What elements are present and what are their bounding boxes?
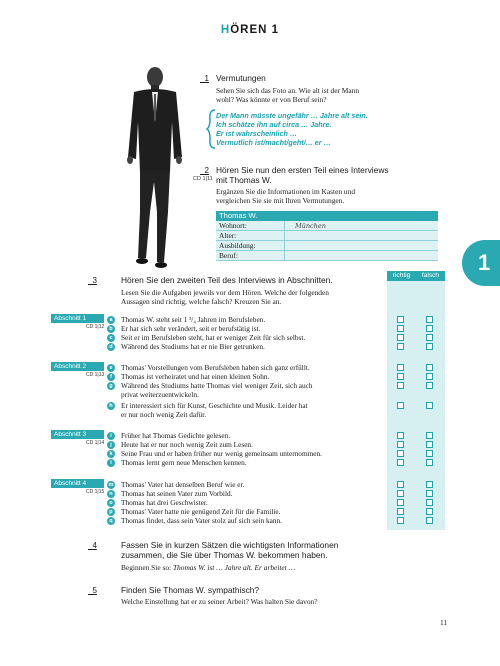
statement-text: Heute hat er nur noch wenig Zeit zum Lesen. <box>121 440 253 449</box>
statement-text: Thomas W. steht seit 1 ³/₄ Jahren im Berufsleben. <box>121 315 266 324</box>
handwritten-entry: München <box>295 222 326 230</box>
statement-letter: a <box>107 316 115 324</box>
task-3-number: 3 <box>92 276 97 285</box>
section-label: Abschnitt 1 <box>51 314 104 323</box>
phrase-2: Ich schätze ihn auf circa … Jahre. <box>216 120 332 129</box>
checkbox-falsch[interactable] <box>426 373 433 380</box>
checkbox-falsch[interactable] <box>426 364 433 371</box>
checkbox-falsch[interactable] <box>426 481 433 488</box>
checkbox-richtig[interactable] <box>397 450 404 457</box>
statement-letter: d <box>107 343 115 351</box>
checkbox-falsch[interactable] <box>426 325 433 332</box>
task-2-text-1: Ergänzen Sie die Informationen im Kasten und <box>216 187 356 196</box>
checkbox-richtig[interactable] <box>397 325 404 332</box>
chapter-tab: 1 <box>462 240 500 286</box>
checkbox-falsch[interactable] <box>426 490 433 497</box>
statement-letter: n <box>107 490 115 498</box>
section-label: Abschnitt 2 <box>51 362 104 371</box>
checkbox-falsch[interactable] <box>426 343 433 350</box>
statement-text: Während des Studiums hatte Thomas viel weniger Zeit, sich auch <box>121 381 313 390</box>
checkbox-falsch[interactable] <box>426 316 433 323</box>
task-3-text-2: Aussagen sind richtig, welche falsch? Kreuzen Sie an. <box>121 297 282 306</box>
checkbox-richtig[interactable] <box>397 508 404 515</box>
statement-text: Thomas' Vater hat denselben Beruf wie er. <box>121 480 245 489</box>
info-row[interactable]: Wohnort: München <box>216 221 438 231</box>
statement-letter: f <box>107 373 115 381</box>
statement-letter: g <box>107 382 115 390</box>
checkbox-richtig[interactable] <box>397 517 404 524</box>
statement-text: Während des Studiums hat er nie Bier getrunken. <box>121 342 265 351</box>
section-cd: CD 1|13 <box>86 372 105 378</box>
statement-text: Er hat sich sehr verändert, seit er berufstätig ist. <box>121 324 261 333</box>
task-2-title-2: mit Thomas W. <box>216 175 272 185</box>
statement-text: privat weiterzuentwickeln. <box>121 390 199 399</box>
brace-icon <box>206 109 216 149</box>
phrase-3: Er ist wahrscheinlich … <box>216 129 298 138</box>
checkbox-falsch[interactable] <box>426 382 433 389</box>
task-2-title-1: Hören Sie nun den ersten Teil eines Interviews <box>216 165 389 175</box>
section-cd: CD 1|12 <box>86 324 105 330</box>
task-5-title: Finden Sie Thomas W. sympathisch? <box>121 585 260 595</box>
checkbox-falsch[interactable] <box>426 517 433 524</box>
checkbox-richtig[interactable] <box>397 481 404 488</box>
checkbox-richtig[interactable] <box>397 441 404 448</box>
statement-letter: c <box>107 334 115 342</box>
info-row[interactable]: Alter: <box>216 231 438 241</box>
task-4-title-2: zusammen, die Sie über Thomas W. bekommen haben. <box>121 550 328 560</box>
task-1-title: Vermutungen <box>216 73 266 83</box>
statement-letter: o <box>107 499 115 507</box>
statement-letter: b <box>107 325 115 333</box>
page-number: 11 <box>440 618 448 627</box>
page-title: HÖREN 1 <box>220 24 280 36</box>
checkbox-richtig[interactable] <box>397 316 404 323</box>
checkbox-richtig[interactable] <box>397 402 404 409</box>
statement-text: Er interessiert sich für Kunst, Geschichte und Musik. Leider hat <box>121 401 308 410</box>
statement-text: Thomas' Vorstellungen vom Berufsleben haben sich ganz erfüllt. <box>121 363 310 372</box>
checkbox-falsch[interactable] <box>426 334 433 341</box>
statement-letter: q <box>107 517 115 525</box>
statement-letter: m <box>108 481 114 488</box>
task-2-number: 2 <box>204 166 209 175</box>
photo-man-in-suit <box>112 62 198 272</box>
task-4-title-1: Fassen Sie in kurzen Sätzen die wichtigsten Informationen <box>121 540 339 550</box>
checkbox-richtig[interactable] <box>397 364 404 371</box>
info-table-header: Thomas W. <box>216 211 438 221</box>
checkbox-falsch[interactable] <box>426 499 433 506</box>
statement-text: Thomas findet, dass sein Vater stolz auf sich sein kann. <box>121 516 282 525</box>
checkbox-falsch[interactable] <box>426 432 433 439</box>
checkbox-falsch[interactable] <box>426 450 433 457</box>
phrase-4: Vermutlich ist/macht/geht/… er … <box>216 138 331 147</box>
checkbox-richtig[interactable] <box>397 343 404 350</box>
statement-text: Thomas hat drei Geschwister. <box>121 498 208 507</box>
checkbox-falsch[interactable] <box>426 402 433 409</box>
section-cd: CD 1|15 <box>86 489 105 495</box>
checkbox-richtig[interactable] <box>397 490 404 497</box>
task-5-number: 5 <box>92 586 97 595</box>
task-1-text-1: Sehen Sie sich das Foto an. Wie alt ist der Mann <box>216 86 360 95</box>
checkbox-falsch[interactable] <box>426 459 433 466</box>
phrase-1: Der Mann müsste ungefähr … Jahre alt sein. <box>216 111 368 120</box>
checkbox-richtig[interactable] <box>397 499 404 506</box>
info-row[interactable]: Beruf: <box>216 251 438 261</box>
task-2-cd: CD 1|11 <box>193 176 213 182</box>
statement-letter: p <box>107 508 115 516</box>
task-4-number: 4 <box>92 541 97 550</box>
checkbox-richtig[interactable] <box>397 382 404 389</box>
section-label: Abschnitt 3 <box>51 430 104 439</box>
task-5-text: Welche Einstellung hat er zu seiner Arbeit? Was halten Sie davon? <box>121 597 318 606</box>
statement-letter: j <box>107 441 115 449</box>
statement-letter: k <box>107 450 115 458</box>
statement-text: Thomas hat seinen Vater zum Vorbild. <box>121 489 233 498</box>
statement-text: Seine Frau und er haben früher nur wenig gemeinsam unternommen. <box>121 449 323 458</box>
checkbox-richtig[interactable] <box>397 334 404 341</box>
checkbox-falsch[interactable] <box>426 508 433 515</box>
section-cd: CD 1|14 <box>86 440 105 446</box>
task-1-text-2: wohl? Was könnte er von Beruf sein? <box>216 95 327 104</box>
task-3-text-1: Lesen Sie die Aufgaben jeweils vor dem Hören. Welche der folgenden <box>121 288 329 297</box>
info-table <box>216 211 438 261</box>
checkbox-richtig[interactable] <box>397 373 404 380</box>
info-row[interactable]: Ausbildung: <box>216 241 438 251</box>
statement-letter: h <box>107 402 115 410</box>
statement-text: Früher hat Thomas Gedichte gelesen. <box>121 431 231 440</box>
checkbox-falsch[interactable] <box>426 441 433 448</box>
checkbox-richtig[interactable] <box>397 432 404 439</box>
task-2-text-2: vergleichen Sie sie mit Ihren Vermutungen. <box>216 196 345 205</box>
answer-column <box>387 281 445 530</box>
answer-header: richtig falsch <box>387 271 445 281</box>
task-3-title: Hören Sie den zweiten Teil des Interviews in Abschnitten. <box>121 275 333 285</box>
statement-text: Seit er im Berufsleben steht, hat er weniger Zeit für sich selbst. <box>121 333 306 342</box>
statement-text: Thomas ist verheiratet und hat einen kleinen Sohn. <box>121 372 270 381</box>
statement-letter: i <box>107 432 115 440</box>
statement-letter: l <box>107 459 115 467</box>
checkbox-richtig[interactable] <box>397 459 404 466</box>
statement-text: er nur noch wenig Zeit dafür. <box>121 410 207 419</box>
section-label: Abschnitt 4 <box>51 479 104 488</box>
statement-text: Thomas lernt gern neue Menschen kennen. <box>121 458 247 467</box>
task-1-number: 1 <box>204 74 209 83</box>
statement-text: Thomas' Vater hatte nie genügend Zeit für die Familie. <box>121 507 281 516</box>
statement-letter: e <box>107 364 115 372</box>
task-4-text: Beginnen Sie so: Thomas W. ist … Jahre alt. Er arbeitet … <box>121 563 296 572</box>
